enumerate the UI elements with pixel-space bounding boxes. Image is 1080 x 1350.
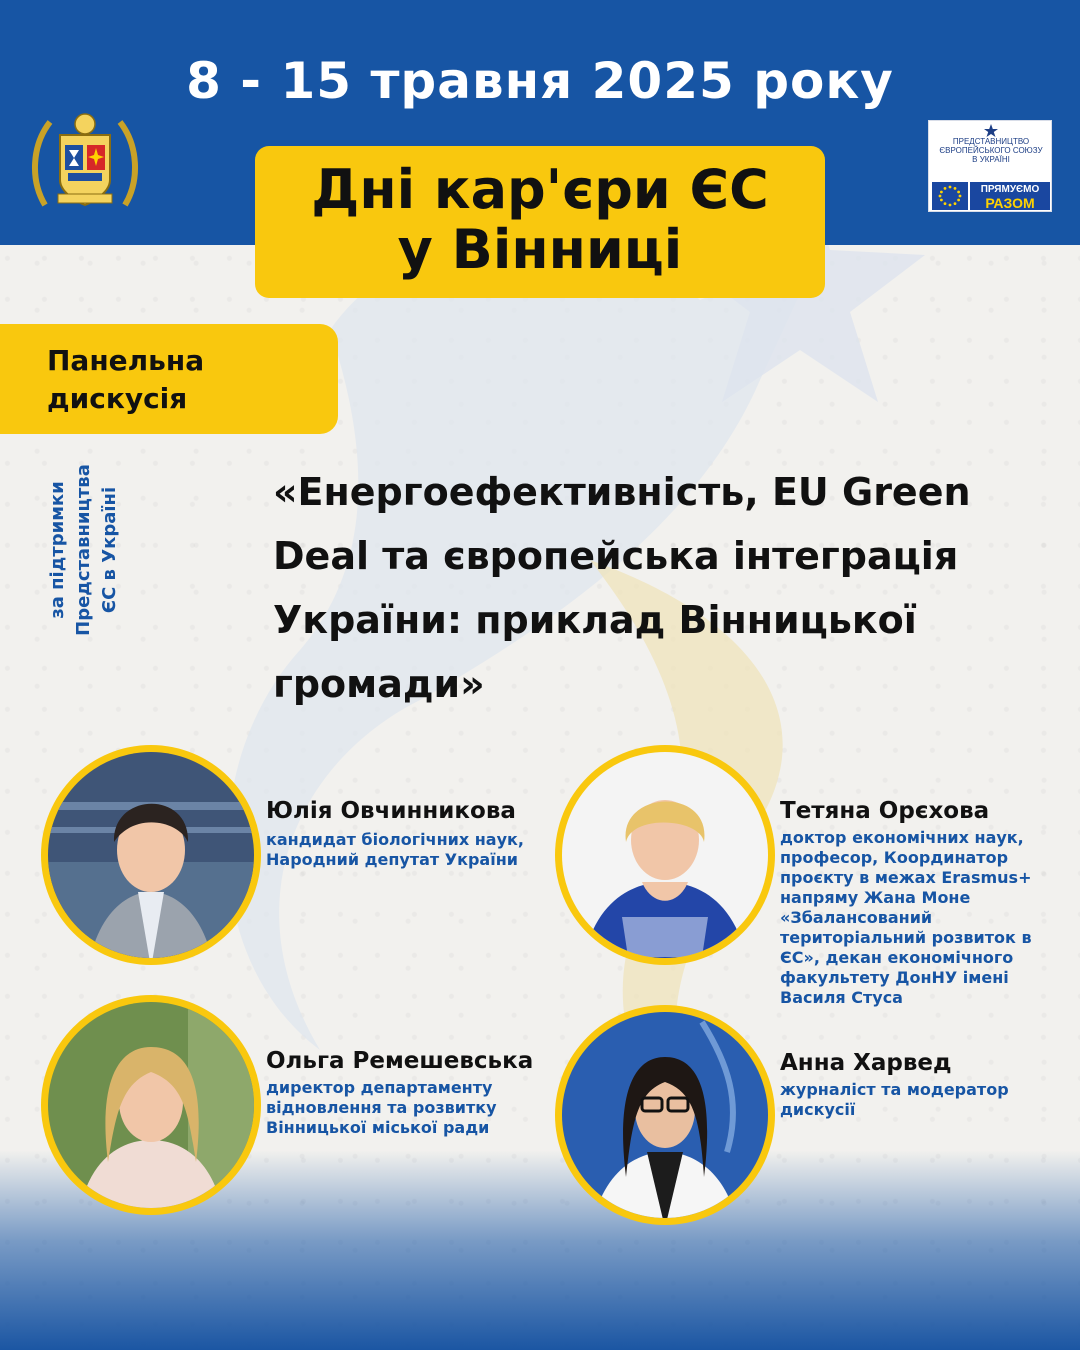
speaker-desc-1: [266, 830, 524, 870]
speaker-desc-2-line: територіальний розвиток в: [780, 928, 1032, 947]
speaker-desc-3: [266, 1078, 497, 1138]
speaker-desc-3-line: директор департаменту: [266, 1078, 493, 1097]
speaker-desc-1-line: кандидат біологічних наук,: [266, 830, 524, 849]
event-title-box: [255, 146, 825, 298]
topic-line4: громади»: [273, 662, 485, 706]
event-title-line2: у Вінниці: [397, 218, 683, 281]
speaker-desc-2-line: ЄС», декан економічного: [780, 948, 1014, 967]
event-title-line1: Дні кар'єри ЄС: [311, 158, 769, 221]
speaker-desc-4-line: журналіст та модератор: [780, 1080, 1009, 1099]
speaker-desc-2-line: проєкту в межах Erasmus+: [780, 868, 1032, 887]
discussion-topic: [273, 460, 1053, 716]
eu-logo-line3: В УКРАЇНІ: [972, 155, 1010, 164]
event-date: 8 - 15 травня 2025 року: [186, 52, 894, 110]
speaker-desc-2-line: доктор економічних наук,: [780, 828, 1024, 847]
support-line3: ЄС в Україні: [99, 486, 120, 614]
speaker-desc-4: [780, 1080, 1009, 1120]
speaker-desc-3-line: Вінницької міської ради: [266, 1118, 490, 1137]
speaker-name-3: Ольга Ремешевська: [266, 1048, 534, 1074]
speaker-photo-kharved: [552, 1002, 778, 1228]
speaker-desc-2: [780, 828, 1032, 1008]
panel-discussion-label: [0, 324, 338, 434]
speaker-photo-oriekhova: [552, 742, 778, 968]
eu-badge-line1: ПРЯМУЄМО: [980, 184, 1040, 195]
speaker-desc-3-line: відновлення та розвитку: [266, 1098, 497, 1117]
support-line1: за підтримки: [47, 481, 68, 619]
topic-line2: Deal та європейська інтеграція: [273, 534, 959, 578]
support-note: [45, 440, 125, 660]
panel-label-line1: Панельна: [47, 344, 205, 377]
speaker-name-4: Анна Харвед: [780, 1050, 952, 1076]
speaker-desc-2-line: Василя Стуса: [780, 988, 903, 1007]
eu-logo-line1: ПРЕДСТАВНИЦТВО: [952, 137, 1030, 146]
topic-line3: України: приклад Вінницької: [273, 598, 917, 642]
eu-logo-line2: ЄВРОПЕЙСЬКОГО СОЮЗУ: [939, 146, 1043, 155]
speaker-desc-2-line: професор, Координатор: [780, 848, 1009, 867]
speaker-desc-2-line: факультету ДонНУ імені: [780, 968, 1009, 987]
speaker-desc-1-line: Народний депутат України: [266, 850, 518, 869]
topic-line1: «Енергоефективність, EU Green: [273, 470, 971, 514]
speaker-desc-2-line: «Збалансований: [780, 908, 933, 927]
eu-logo-text: [929, 137, 1053, 164]
university-crest-logo: [30, 110, 140, 215]
speaker-desc-4-line: дискусії: [780, 1100, 856, 1119]
eu-delegation-logo: [928, 120, 1052, 212]
eu-logo-badge: [970, 182, 1050, 210]
support-line2: Представництва: [73, 464, 94, 636]
speaker-name-1: Юлія Овчинникова: [266, 798, 516, 824]
speaker-name-2: Тетяна Орєхова: [780, 798, 990, 824]
speaker-desc-2-line: напряму Жана Моне: [780, 888, 971, 907]
eu-badge-line2: РАЗОМ: [985, 195, 1035, 211]
eu-flag-icon: [932, 182, 968, 210]
speaker-photo-ovchynnykova: [38, 742, 264, 968]
speaker-photo-remeshevska: [38, 992, 264, 1218]
panel-label-line2: дискусія: [47, 382, 188, 415]
